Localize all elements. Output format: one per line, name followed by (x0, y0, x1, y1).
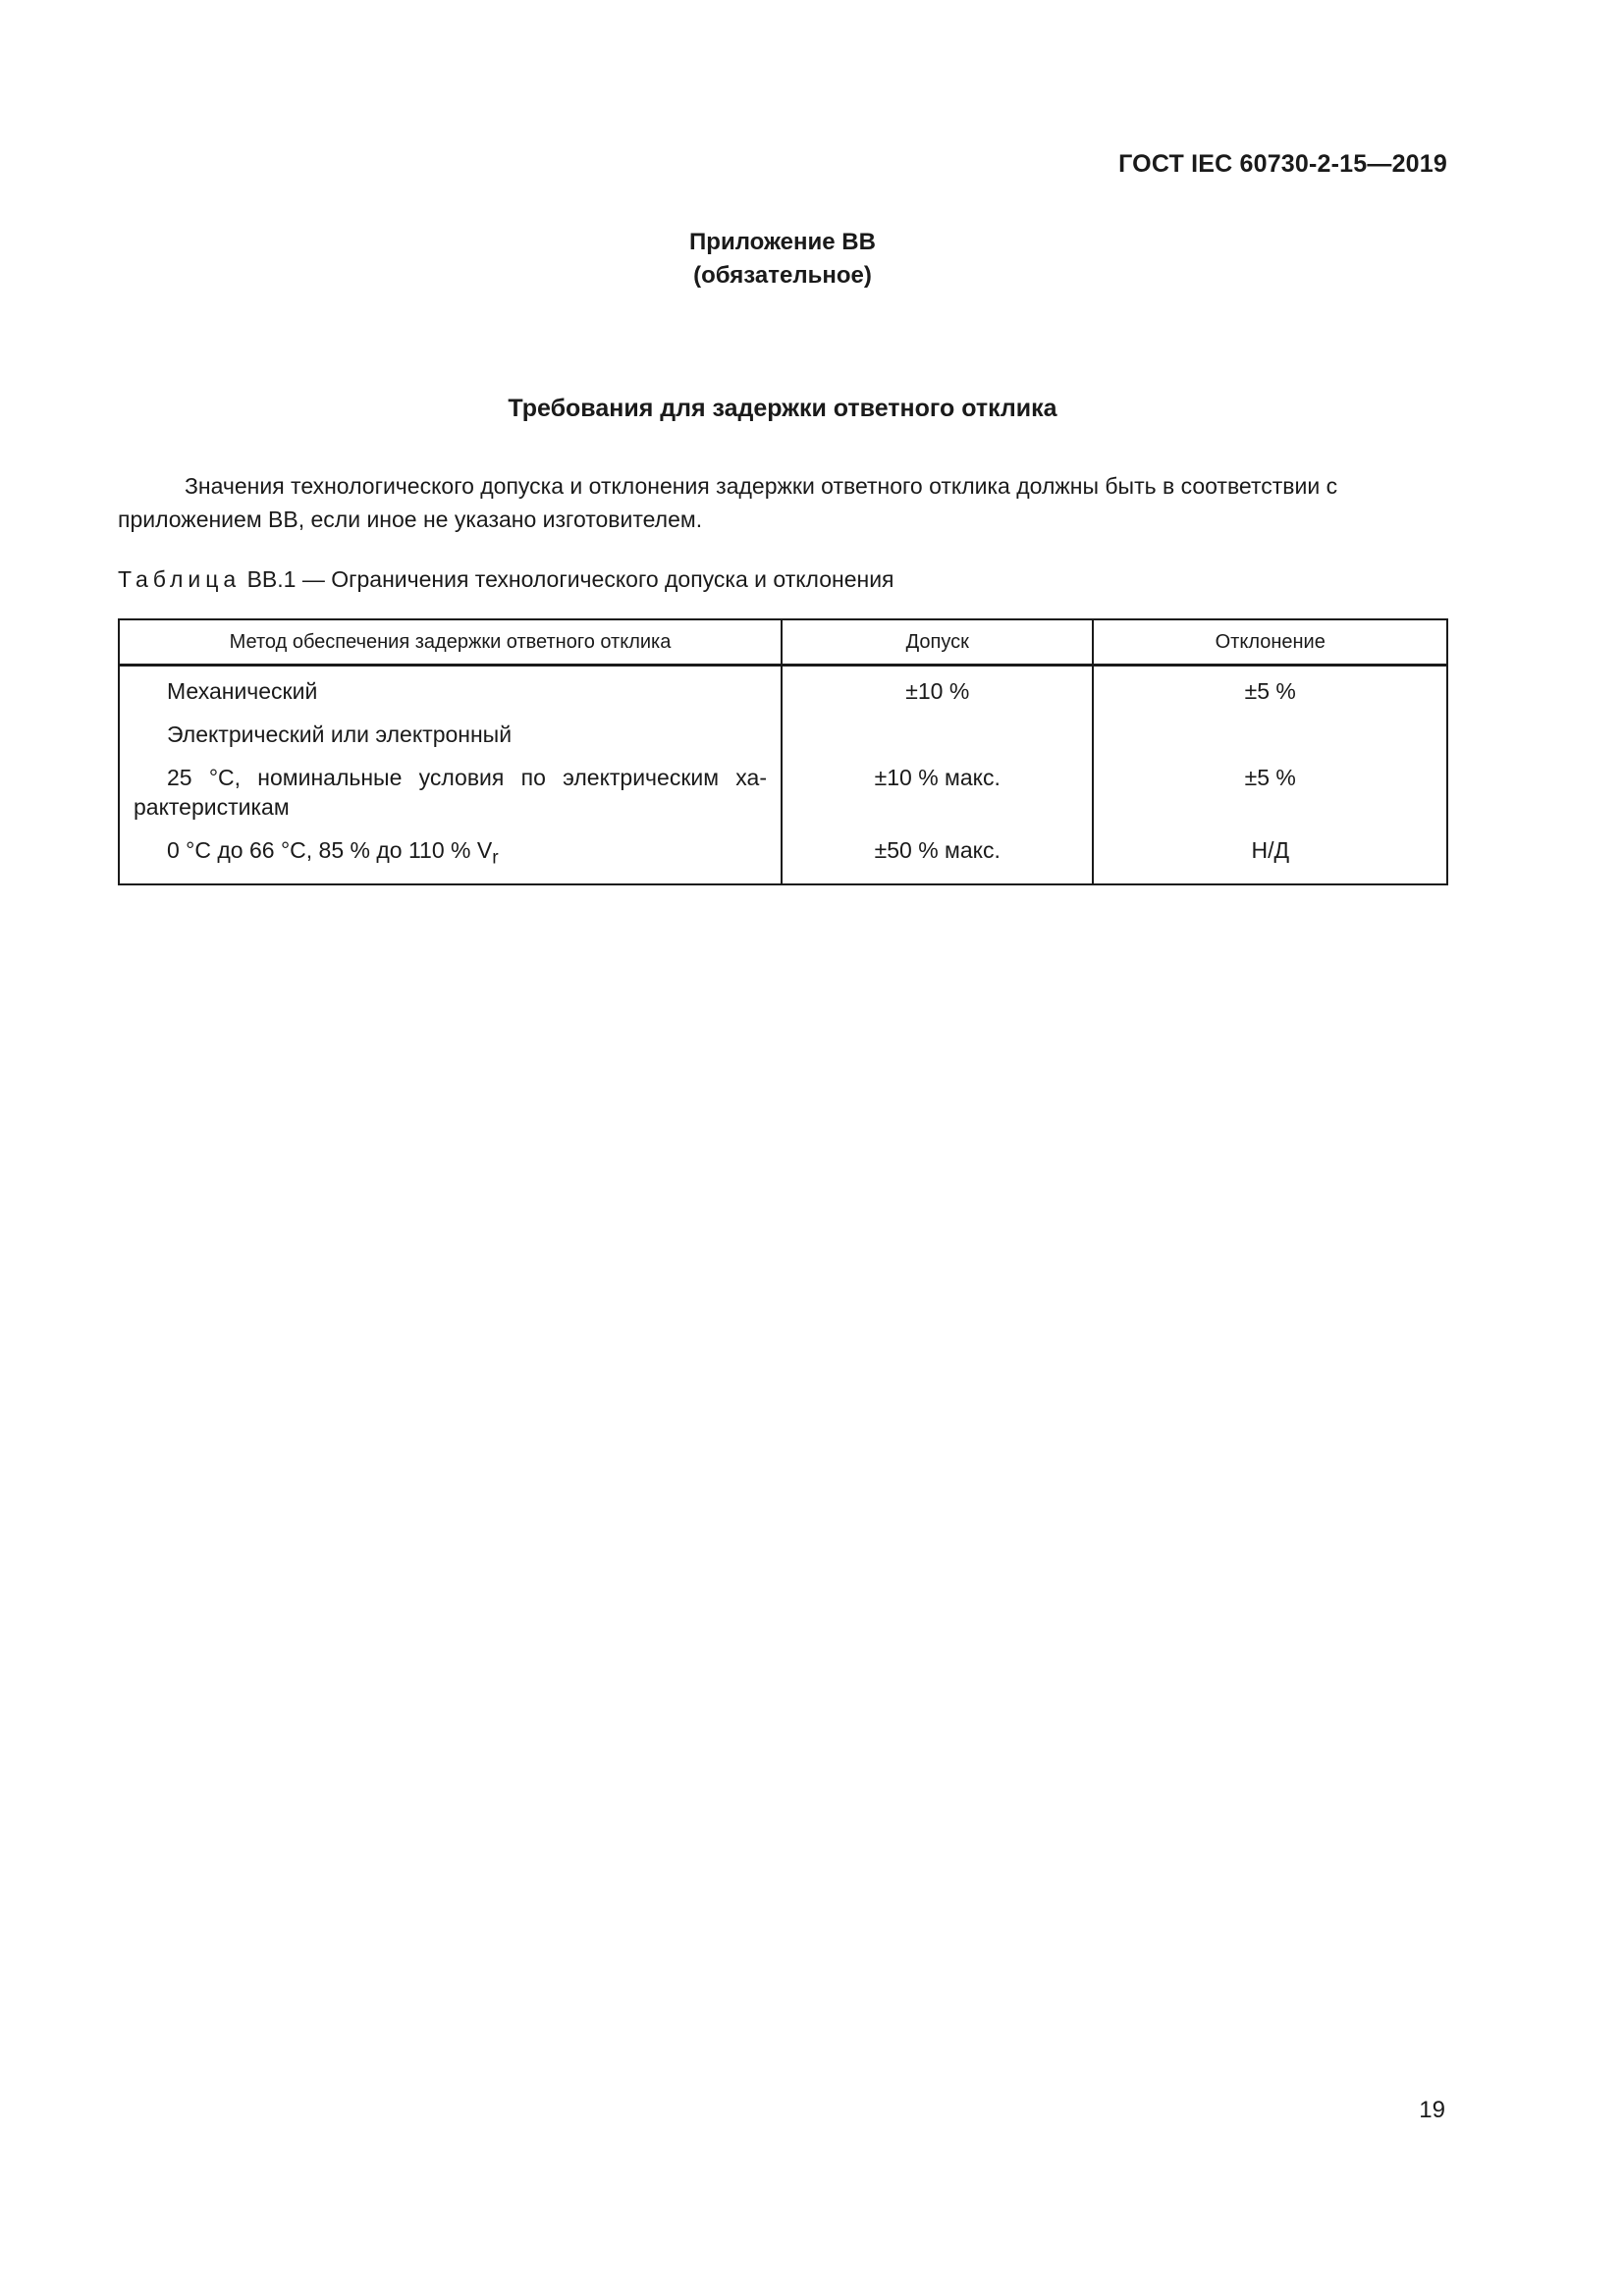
section-title: Требования для задержки ответного отклика (508, 395, 1057, 422)
appendix-title: Приложение ВВ (689, 229, 876, 255)
cell-method: Электрический или электронный (119, 710, 782, 753)
cell-deviation: Н/Д (1093, 826, 1447, 884)
cell-tolerance: ±10 % (782, 666, 1093, 711)
page-number: 19 (1419, 2097, 1445, 2123)
cell-tolerance: ±10 % макс. (782, 753, 1093, 826)
cell-deviation (1093, 710, 1447, 753)
table-caption (118, 566, 894, 593)
table-row (119, 710, 1447, 753)
cell-tolerance: ±50 % макс. (782, 826, 1093, 884)
table-row (119, 753, 1447, 826)
cell-deviation: ±5 % (1093, 666, 1447, 711)
cell-method (119, 826, 782, 884)
cell-method: Механический (119, 666, 782, 711)
table-row (119, 666, 1447, 711)
voltage-subscript: r (492, 847, 499, 869)
cell-tolerance (782, 710, 1093, 753)
table-header-row (119, 619, 1447, 666)
header-deviation: Отклонение (1093, 619, 1447, 666)
table-caption-text: ВВ.1 — Ограничения технологического допуска и отклонения (246, 566, 894, 592)
cell-method-text: 0 °С до 66 °С, 85 % до 110 % V (167, 837, 493, 863)
header-method: Метод обеспечения задержки ответного отклика (119, 619, 782, 666)
document-code: ГОСТ IEC 60730-2-15—2019 (1118, 150, 1447, 178)
appendix-heading (0, 226, 1565, 293)
cell-method: 25 °С, номинальные условия по электрическим ха-рактеристикам (119, 753, 782, 826)
table-row (119, 826, 1447, 884)
appendix-status: (обязательное) (693, 262, 872, 289)
tolerance-table (118, 618, 1448, 885)
table-caption-label: Таблица (118, 566, 242, 592)
cell-deviation: ±5 % (1093, 753, 1447, 826)
header-tolerance: Допуск (782, 619, 1093, 666)
body-paragraph: Значения технологического допуска и отклонения задержки ответного отклика должны быть в соответствии с приложением ВВ, если иное не указано изготовителем. (118, 473, 1338, 532)
